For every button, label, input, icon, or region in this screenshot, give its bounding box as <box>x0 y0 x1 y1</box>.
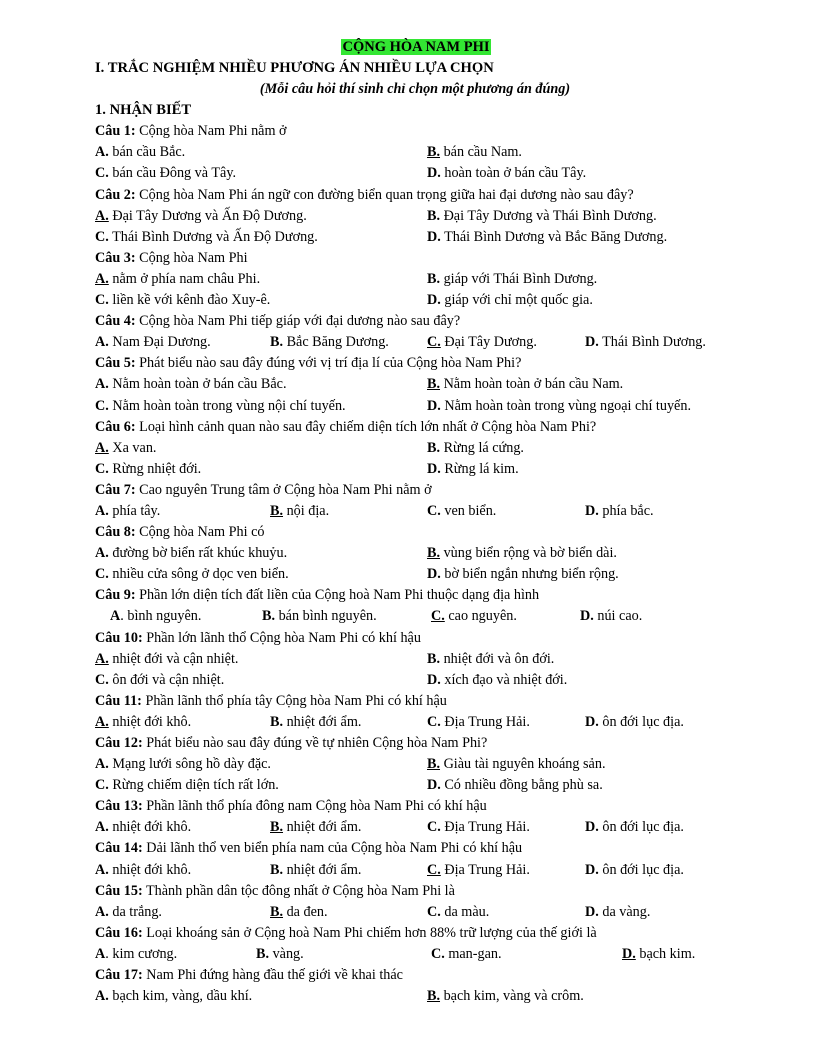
option-row <box>95 459 735 480</box>
option-key: C. <box>427 861 441 878</box>
option-text: Có nhiều đồng bằng phù sa. <box>440 777 603 794</box>
option-key: D. <box>585 861 599 878</box>
question-text: Phần lãnh thổ phía đông nam Cộng hòa Nam Phi có khí hậu <box>142 798 487 815</box>
answer-option[interactable] <box>95 944 177 965</box>
question-text: Cộng hòa Nam Phi nằm ở <box>135 123 287 140</box>
answer-option[interactable] <box>95 817 191 838</box>
option-row <box>95 501 735 522</box>
option-key: D. <box>427 165 441 182</box>
option-text: Nằm hoàn toàn ở bán cầu Bắc. <box>108 376 287 393</box>
option-key: A. <box>95 861 109 878</box>
option-key: D. <box>427 566 441 583</box>
option-key: B. <box>427 756 441 773</box>
question-label: Câu 14: <box>95 840 143 857</box>
option-row <box>95 227 735 248</box>
option-key: D. <box>585 713 599 730</box>
option-key: C. <box>95 777 109 794</box>
question-label: Câu 4: <box>95 313 136 330</box>
answer-option[interactable] <box>95 501 160 522</box>
question-label: Câu 13: <box>95 798 143 815</box>
option-text: vùng biển rộng và bờ biển dài. <box>440 545 617 562</box>
option-text: . kim cương. <box>105 945 178 962</box>
question-stem <box>95 522 735 543</box>
option-key: C. <box>431 945 445 962</box>
option-key: D. <box>427 397 441 414</box>
option-text: bán cầu Đông và Tây. <box>108 165 237 182</box>
option-text: ven biển. <box>440 502 497 519</box>
option-text: giáp với Thái Bình Dương. <box>440 270 598 287</box>
answer-option[interactable] <box>427 269 597 290</box>
question-text: Loại hình cảnh quan nào sau đây chiếm diện tích lớn nhất ở Cộng hòa Nam Phi? <box>135 418 597 435</box>
question-label: Câu 15: <box>95 882 143 899</box>
answer-option[interactable] <box>270 860 361 881</box>
option-text: phía bắc. <box>598 502 654 519</box>
option-row <box>95 775 735 796</box>
answer-option[interactable] <box>95 374 287 395</box>
answer-option[interactable] <box>427 543 617 564</box>
option-text: cao nguyên. <box>444 608 517 625</box>
option-text: nhiệt đới ẩm. <box>283 819 362 836</box>
question-label: Câu 11: <box>95 692 142 709</box>
option-key: A. <box>95 903 109 920</box>
question-text: Loại khoáng sản ở Cộng hoà Nam Phi chiếm hơn 88% trữ lượng của thế giới là <box>142 924 597 941</box>
option-text: nhiệt đới khô. <box>108 713 192 730</box>
question-stem <box>95 480 735 501</box>
option-text: da đen. <box>283 903 328 920</box>
answer-option[interactable] <box>427 501 496 522</box>
answer-option[interactable] <box>95 438 156 459</box>
option-key: A. <box>95 207 109 224</box>
answer-option[interactable] <box>256 944 304 965</box>
question-stem <box>95 121 735 142</box>
option-key: D. <box>585 819 599 836</box>
answer-option[interactable] <box>427 775 603 796</box>
question-label: Câu 12: <box>95 735 143 751</box>
answer-option[interactable] <box>270 501 329 522</box>
option-text: Thái Bình Dương. <box>598 334 706 351</box>
option-key: B. <box>427 144 441 161</box>
option-key: C. <box>427 502 441 519</box>
question-label: Câu 1: <box>95 123 136 140</box>
answer-option[interactable] <box>270 712 361 733</box>
answer-option[interactable] <box>95 670 224 691</box>
option-key: B. <box>270 819 284 836</box>
option-key: D. <box>427 671 441 688</box>
option-row <box>95 290 735 311</box>
option-key: B. <box>270 334 284 351</box>
option-key: D. <box>585 903 599 920</box>
option-key: A. <box>95 334 109 351</box>
answer-option[interactable] <box>95 986 252 1007</box>
answer-option[interactable] <box>270 817 361 838</box>
instruction-text: (Mỗi câu hỏi thí sinh chỉ chọn một phương án đúng) <box>259 81 571 98</box>
question-label: Câu 8: <box>95 524 136 541</box>
option-row <box>95 902 735 923</box>
answer-option[interactable] <box>427 374 623 395</box>
option-text: bạch kim, vàng và crôm. <box>440 988 584 1005</box>
answer-option[interactable] <box>427 396 691 417</box>
question-label: Câu 16: <box>95 924 143 941</box>
option-key: A <box>95 945 106 962</box>
question-text: Phát biểu nào sau đây đúng về tự nhiên Cộng hòa Nam Phi? <box>142 735 488 751</box>
option-text: bán cầu Bắc. <box>108 144 186 161</box>
option-text: bạch kim. <box>635 945 696 962</box>
question-text: Cộng hòa Nam Phi án ngữ con đường biển quan trọng giữa hai đại dương nào sau đây? <box>135 186 634 203</box>
question-text: Phần lớn diện tích đất liền của Cộng hoà Nam Phi thuộc dạng địa hình <box>135 587 540 604</box>
option-text: bán cầu Nam. <box>440 144 522 161</box>
option-text: da vàng. <box>598 903 651 920</box>
option-key: B. <box>427 650 441 667</box>
question-stem <box>95 838 735 859</box>
option-key: C. <box>427 334 441 351</box>
option-key: D. <box>427 292 441 309</box>
option-key: C. <box>427 903 441 920</box>
option-key: D. <box>622 945 636 962</box>
option-key: B. <box>256 945 270 962</box>
question-stem <box>95 248 735 269</box>
option-text: nhiệt đới khô. <box>108 819 192 836</box>
option-row <box>95 649 735 670</box>
answer-option[interactable] <box>427 142 522 163</box>
question-text: Thành phần dân tộc đông nhất ở Cộng hòa Nam Phi là <box>142 882 455 899</box>
answer-option[interactable] <box>95 712 191 733</box>
answer-option[interactable] <box>427 754 606 775</box>
answer-option[interactable] <box>585 712 684 733</box>
option-text: phía tây. <box>108 502 161 519</box>
option-text: Rừng chiếm diện tích rất lớn. <box>108 777 279 794</box>
answer-option[interactable] <box>95 459 201 480</box>
question-stem <box>95 796 735 817</box>
option-text: Nằm hoàn toàn trong vùng nội chí tuyến. <box>108 397 346 414</box>
option-text: nhiệt đới và ôn đới. <box>440 650 555 667</box>
question-text: Cao nguyên Trung tâm ở Cộng hòa Nam Phi nằm ở <box>135 481 432 498</box>
answer-option[interactable] <box>95 543 287 564</box>
answer-option[interactable] <box>95 860 191 881</box>
option-row <box>95 163 735 184</box>
option-text: Địa Trung Hải. <box>440 819 530 836</box>
question-text: Nam Phi đứng hàng đầu thế giới về khai thác <box>142 967 403 984</box>
question-text: Cộng hòa Nam Phi tiếp giáp với đại dương nào sau đây? <box>135 313 461 330</box>
answer-option[interactable] <box>110 606 201 627</box>
option-key: A. <box>95 819 109 836</box>
question-stem <box>95 353 735 374</box>
answer-option[interactable] <box>270 902 328 923</box>
option-text: Địa Trung Hải. <box>440 861 530 878</box>
option-text: liền kề với kênh đào Xuy-ê. <box>108 292 271 309</box>
question-text: Cộng hòa Nam Phi có <box>135 524 265 541</box>
question-text: Phát biểu nào sau đây đúng với vị trí địa lí của Cộng hòa Nam Phi? <box>135 355 522 372</box>
option-text: hoàn toàn ở bán cầu Tây. <box>440 165 587 182</box>
answer-option[interactable] <box>270 332 389 353</box>
option-text: Rừng lá kim. <box>440 460 519 477</box>
option-key: B. <box>270 903 284 920</box>
option-key: C. <box>95 460 109 477</box>
question-label: Câu 2: <box>95 186 136 203</box>
option-row <box>95 396 735 417</box>
option-key: C. <box>427 819 441 836</box>
answer-option[interactable] <box>95 649 238 670</box>
answer-option[interactable] <box>585 332 706 353</box>
option-key: A. <box>95 439 109 456</box>
option-key: B. <box>427 270 441 287</box>
option-key: A. <box>95 144 109 161</box>
answer-option[interactable] <box>585 501 654 522</box>
answer-option[interactable] <box>427 986 584 1007</box>
option-row <box>95 944 735 965</box>
title-row <box>97 37 735 58</box>
option-row <box>95 606 735 627</box>
option-key: C. <box>95 671 109 688</box>
answer-option[interactable] <box>427 227 667 248</box>
option-text: Đại Tây Dương. <box>440 334 537 351</box>
question-stem <box>95 628 735 649</box>
option-text: ôn đới lục địa. <box>598 819 684 836</box>
option-key: B. <box>427 988 441 1005</box>
option-text: Đại Tây Dương và Ấn Độ Dương. <box>108 207 307 224</box>
answer-option[interactable] <box>95 332 211 353</box>
option-key: D. <box>427 777 441 794</box>
question-label: Câu 9: <box>95 587 136 604</box>
question-stem <box>95 923 735 944</box>
option-text: Rừng nhiệt đới. <box>108 460 202 477</box>
answer-option[interactable] <box>95 269 260 290</box>
option-key: A. <box>95 713 109 730</box>
option-key: D. <box>427 460 441 477</box>
option-text: núi cao. <box>593 608 643 625</box>
option-text: nhiệt đới ẩm. <box>283 713 362 730</box>
answer-option[interactable] <box>262 606 377 627</box>
option-row <box>95 543 735 564</box>
option-key: C. <box>427 713 441 730</box>
answer-option[interactable] <box>427 332 537 353</box>
option-row <box>95 754 735 775</box>
answer-option[interactable] <box>95 775 279 796</box>
answer-option[interactable] <box>427 206 657 227</box>
option-text: nằm ở phía nam châu Phi. <box>108 270 261 287</box>
question-stem <box>95 585 735 606</box>
option-text: da trắng. <box>108 903 162 920</box>
question-text: Dải lãnh thổ ven biển phía nam của Cộng hòa Nam Phi có khí hậu <box>142 840 523 857</box>
option-text: Xa van. <box>108 439 157 456</box>
question-stem <box>95 965 735 986</box>
question-text: Phần lãnh thổ phía tây Cộng hòa Nam Phi có khí hậu <box>141 692 447 709</box>
answer-option[interactable] <box>585 860 684 881</box>
page-title: CỘNG HÒA NAM PHI <box>342 39 490 55</box>
option-text: nhiều cửa sông ở dọc ven biển. <box>108 566 289 583</box>
option-text: nhiệt đới khô. <box>108 861 192 878</box>
option-text: Mạng lưới sông hồ dày đặc. <box>108 756 271 773</box>
question-label: Câu 10: <box>95 629 143 646</box>
question-label: Câu 7: <box>95 481 136 498</box>
answer-option[interactable] <box>95 564 289 585</box>
answer-option[interactable] <box>427 564 619 585</box>
level-heading: 1. NHẬN BIẾT <box>95 102 192 119</box>
option-key: A. <box>95 270 109 287</box>
answer-option[interactable] <box>585 902 650 923</box>
answer-option[interactable] <box>95 142 185 163</box>
option-text: Địa Trung Hải. <box>440 713 530 730</box>
option-text: vàng. <box>269 945 304 962</box>
option-text: bờ biển ngắn nhưng biển rộng. <box>440 566 619 583</box>
option-text: . bình nguyên. <box>120 608 202 625</box>
option-row <box>95 142 735 163</box>
option-row <box>95 860 735 881</box>
exam-page <box>95 37 735 1007</box>
option-key: B. <box>427 376 441 393</box>
option-text: ôn đới lục địa. <box>598 861 684 878</box>
option-key: A. <box>95 502 109 519</box>
option-row <box>95 564 735 585</box>
option-row <box>95 374 735 395</box>
option-text: Rừng lá cứng. <box>440 439 524 456</box>
answer-option[interactable] <box>431 944 502 965</box>
option-key: A. <box>95 650 109 667</box>
answer-option[interactable] <box>427 163 586 184</box>
option-key: A. <box>95 756 109 773</box>
option-key: D. <box>585 502 599 519</box>
option-text: nội địa. <box>283 502 330 519</box>
answer-option[interactable] <box>427 817 530 838</box>
answer-option[interactable] <box>95 290 270 311</box>
option-key: C. <box>95 165 109 182</box>
option-text: Nam Đại Dương. <box>108 334 211 351</box>
option-key: B. <box>427 439 441 456</box>
answer-option[interactable] <box>427 670 567 691</box>
option-text: man-gan. <box>444 945 502 962</box>
option-key: C. <box>95 228 109 245</box>
answer-option[interactable] <box>427 290 593 311</box>
question-label: Câu 17: <box>95 967 143 984</box>
option-text: Nằm hoàn toàn ở bán cầu Nam. <box>440 376 624 393</box>
option-text: Nằm hoàn toàn trong vùng ngoại chí tuyến. <box>440 397 691 414</box>
question-stem <box>95 881 735 902</box>
question-label: Câu 6: <box>95 418 136 435</box>
option-key: B. <box>270 502 284 519</box>
option-text: da màu. <box>440 903 490 920</box>
answer-option[interactable] <box>427 712 530 733</box>
answer-option[interactable] <box>427 438 524 459</box>
answer-option[interactable] <box>427 649 554 670</box>
answer-option[interactable] <box>580 606 642 627</box>
option-key: D. <box>580 608 594 625</box>
option-text: Đại Tây Dương và Thái Bình Dương. <box>440 207 657 224</box>
option-key: B. <box>270 861 284 878</box>
option-text: ôn đới và cận nhiệt. <box>108 671 225 688</box>
option-key: A <box>110 608 121 625</box>
answer-option[interactable] <box>427 459 519 480</box>
option-text: Thái Bình Dương và Bắc Băng Dương. <box>440 228 668 245</box>
option-text: nhiệt đới và cận nhiệt. <box>108 650 239 667</box>
answer-option[interactable] <box>95 206 307 227</box>
question-text: Cộng hòa Nam Phi <box>135 249 248 266</box>
option-text: bán bình nguyên. <box>275 608 377 625</box>
option-row <box>95 817 735 838</box>
section-heading: I. TRẮC NGHIỆM NHIỀU PHƯƠNG ÁN NHIỀU LỰA CHỌN <box>95 60 494 76</box>
option-text: xích đạo và nhiệt đới. <box>440 671 568 688</box>
option-text: Bắc Băng Dương. <box>283 334 389 351</box>
answer-option[interactable] <box>622 944 695 965</box>
option-text: Giàu tài nguyên khoáng sản. <box>440 756 606 773</box>
option-text: Thái Bình Dương và Ấn Độ Dương. <box>108 228 318 245</box>
answer-option[interactable] <box>427 902 489 923</box>
option-key: A. <box>95 988 109 1005</box>
option-row <box>95 206 735 227</box>
option-key: B. <box>427 545 441 562</box>
option-key: B. <box>262 608 276 625</box>
question-stem <box>95 691 735 712</box>
option-text: giáp với chỉ một quốc gia. <box>440 292 593 309</box>
option-key: B. <box>427 207 441 224</box>
question-stem <box>95 311 735 332</box>
option-key: A. <box>95 376 109 393</box>
option-key: C. <box>95 566 109 583</box>
answer-option[interactable] <box>585 817 684 838</box>
question-stem <box>95 417 735 438</box>
question-stem <box>95 185 735 206</box>
option-row <box>95 712 735 733</box>
answer-option[interactable] <box>431 606 517 627</box>
option-row <box>95 438 735 459</box>
option-text: đường bờ biển rất khúc khuỷu. <box>108 545 288 562</box>
question-label: Câu 3: <box>95 249 136 266</box>
option-key: C. <box>95 397 109 414</box>
option-key: C. <box>95 292 109 309</box>
option-text: ôn đới lục địa. <box>598 713 684 730</box>
question-text: Phần lớn lãnh thổ Cộng hòa Nam Phi có khí hậu <box>142 629 421 646</box>
answer-option[interactable] <box>95 227 318 248</box>
answer-option[interactable] <box>95 754 271 775</box>
option-row <box>95 986 735 1007</box>
question-stem <box>95 733 735 754</box>
answer-option[interactable] <box>95 396 346 417</box>
option-text: bạch kim, vàng, dầu khí. <box>108 988 253 1005</box>
option-row <box>95 332 735 353</box>
answer-option[interactable] <box>95 163 236 184</box>
option-key: B. <box>270 713 284 730</box>
option-key: D. <box>427 228 441 245</box>
answer-option[interactable] <box>95 902 162 923</box>
option-text: nhiệt đới ẩm. <box>283 861 362 878</box>
option-key: C. <box>431 608 445 625</box>
question-label: Câu 5: <box>95 355 136 372</box>
option-row <box>95 670 735 691</box>
option-row <box>95 269 735 290</box>
option-key: D. <box>585 334 599 351</box>
question-list <box>95 121 735 1007</box>
option-key: A. <box>95 545 109 562</box>
answer-option[interactable] <box>427 860 530 881</box>
